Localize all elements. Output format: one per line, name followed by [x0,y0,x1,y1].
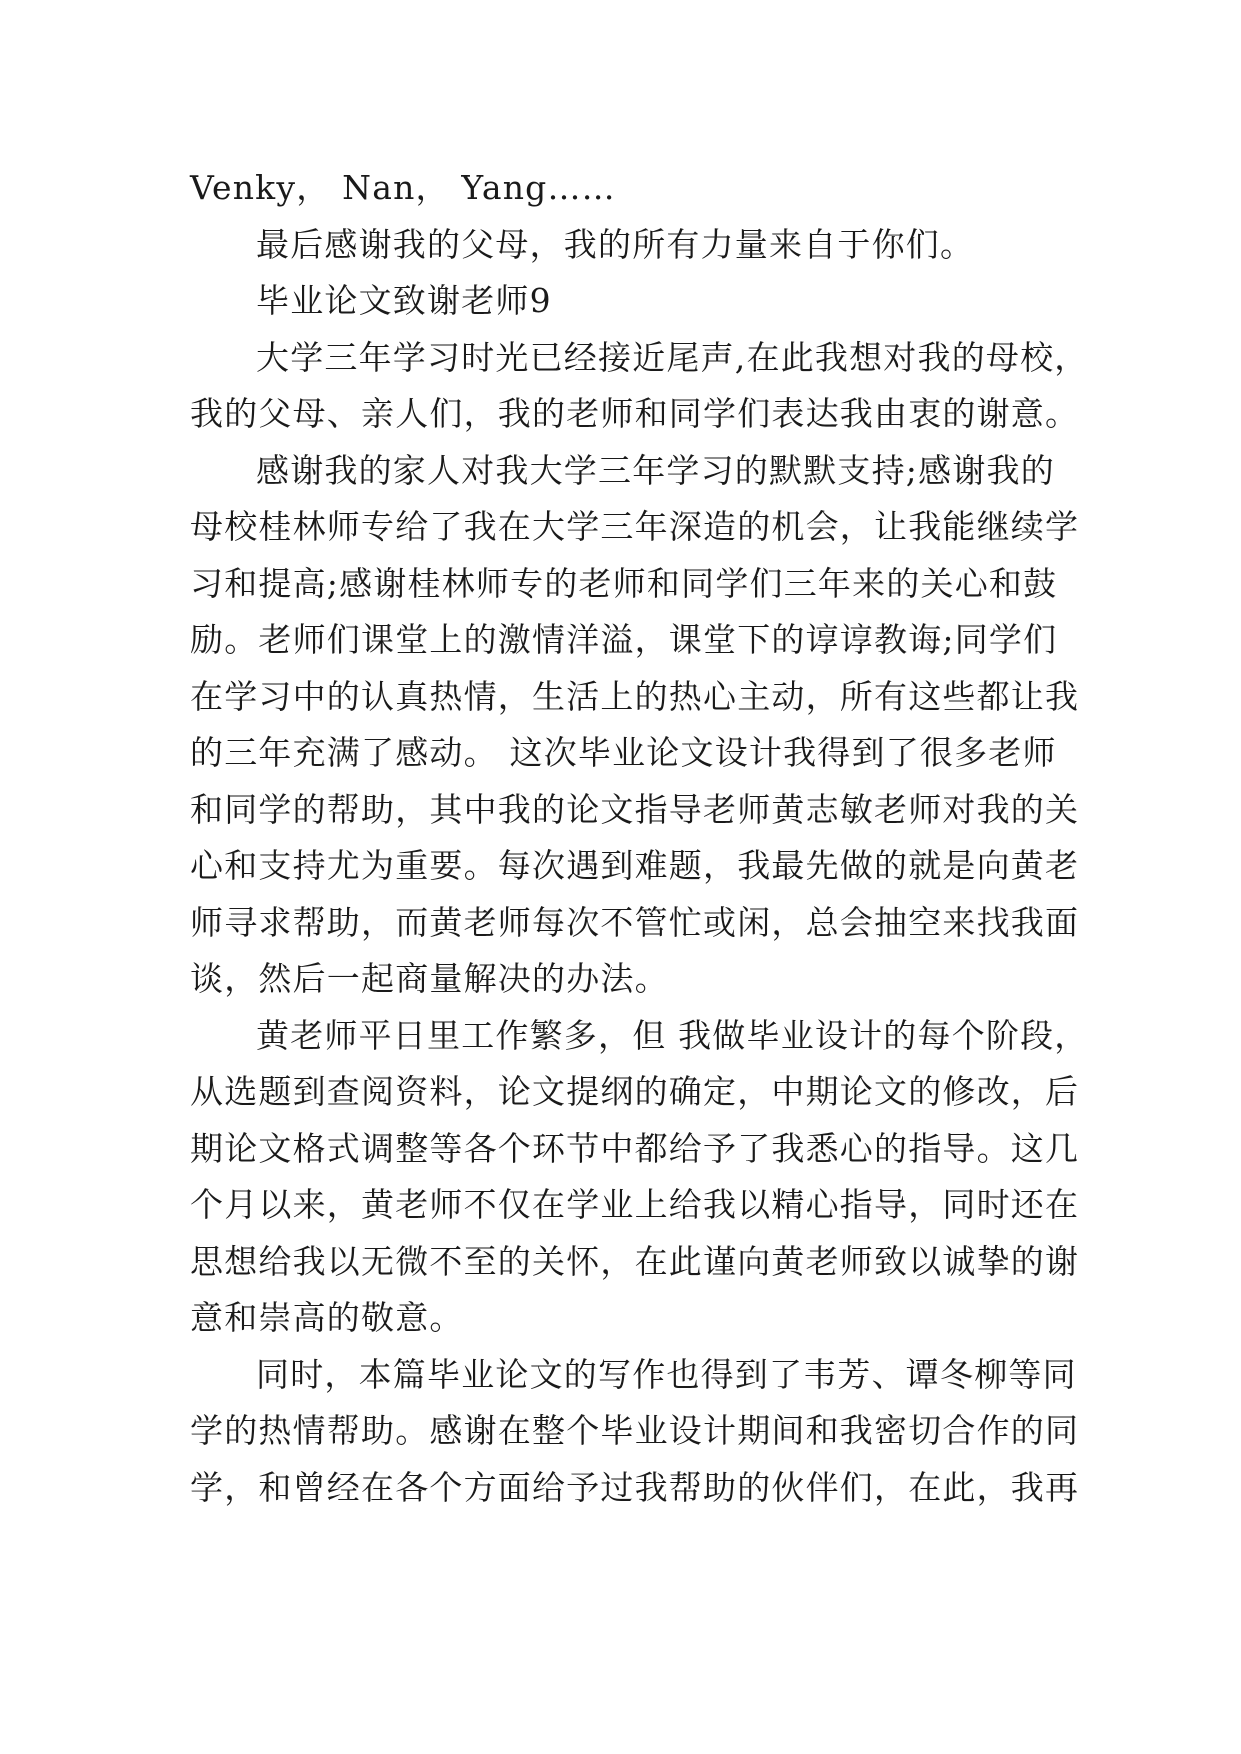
text-line: 在学习中的认真热情，生活上的热心主动，所有这些都让我 [190,676,1080,716]
text-line: 心和支持尤为重要。每次遇到难题，我最先做的就是向黄老 [190,846,1080,885]
text-line: 感谢我的家人对我大学三年学习的默默支持;感谢我的 [256,450,1055,490]
text-line: 母校桂林师专给了我在大学三年深造的机会，让我能继续学 [190,507,1080,546]
text-line: 同时，本篇毕业论文的写作也得到了韦芳、谭冬柳等同 [256,1354,1077,1394]
text-line: 意和崇高的敬意。 [190,1298,464,1337]
section-heading: 毕业论文致谢老师9 [256,281,552,320]
text-line: 和同学的帮助，其中我的论文指导老师黄志敏老师对我的关 [190,789,1080,829]
text-line: 学的热情帮助。感谢在整个毕业设计期间和我密切合作的同 [190,1411,1080,1450]
text-line: 谈，然后一起商量解决的办法。 [190,959,669,998]
text-line: Venky， Nan， Yang…… [190,168,616,207]
text-line: 的三年充满了感动。 这次毕业论文设计我得到了很多老师 [190,733,1057,772]
text-line: 思想给我以无微不至的关怀，在此谨向黄老师致以诚挚的谢 [190,1241,1080,1281]
text-line: 学，和曾经在各个方面给予过我帮助的伙伴们，在此，我再 [190,1467,1080,1507]
text-line: 习和提高;感谢桂林师专的老师和同学们三年来的关心和鼓 [190,563,1058,603]
text-line: 个月以来，黄老师不仅在学业上给我以精心指导，同时还在 [190,1185,1080,1224]
text-line: 励。老师们课堂上的激情洋溢，课堂下的谆谆教诲;同学们 [190,620,1058,659]
text-line: 黄老师平日里工作繁多，但 我做毕业设计的每个阶段， [256,1015,1089,1055]
text-line: 大学三年学习时光已经接近尾声,在此我想对我的母校， [256,337,1089,377]
text-line: 师寻求帮助，而黄老师每次不管忙或闲，总会抽空来找我面 [190,902,1080,942]
text-line: 我的父母、亲人们，我的老师和同学们表达我由衷的谢意。 [190,394,1080,433]
text-line: 从选题到查阅资料，论文提纲的确定，中期论文的修改，后 [190,1072,1080,1111]
text-line: 最后感谢我的父母，我的所有力量来自于你们。 [256,224,975,264]
text-line: 期论文格式调整等各个环节中都给予了我悉心的指导。这几 [190,1128,1080,1168]
document-body [190,160,1089,1516]
